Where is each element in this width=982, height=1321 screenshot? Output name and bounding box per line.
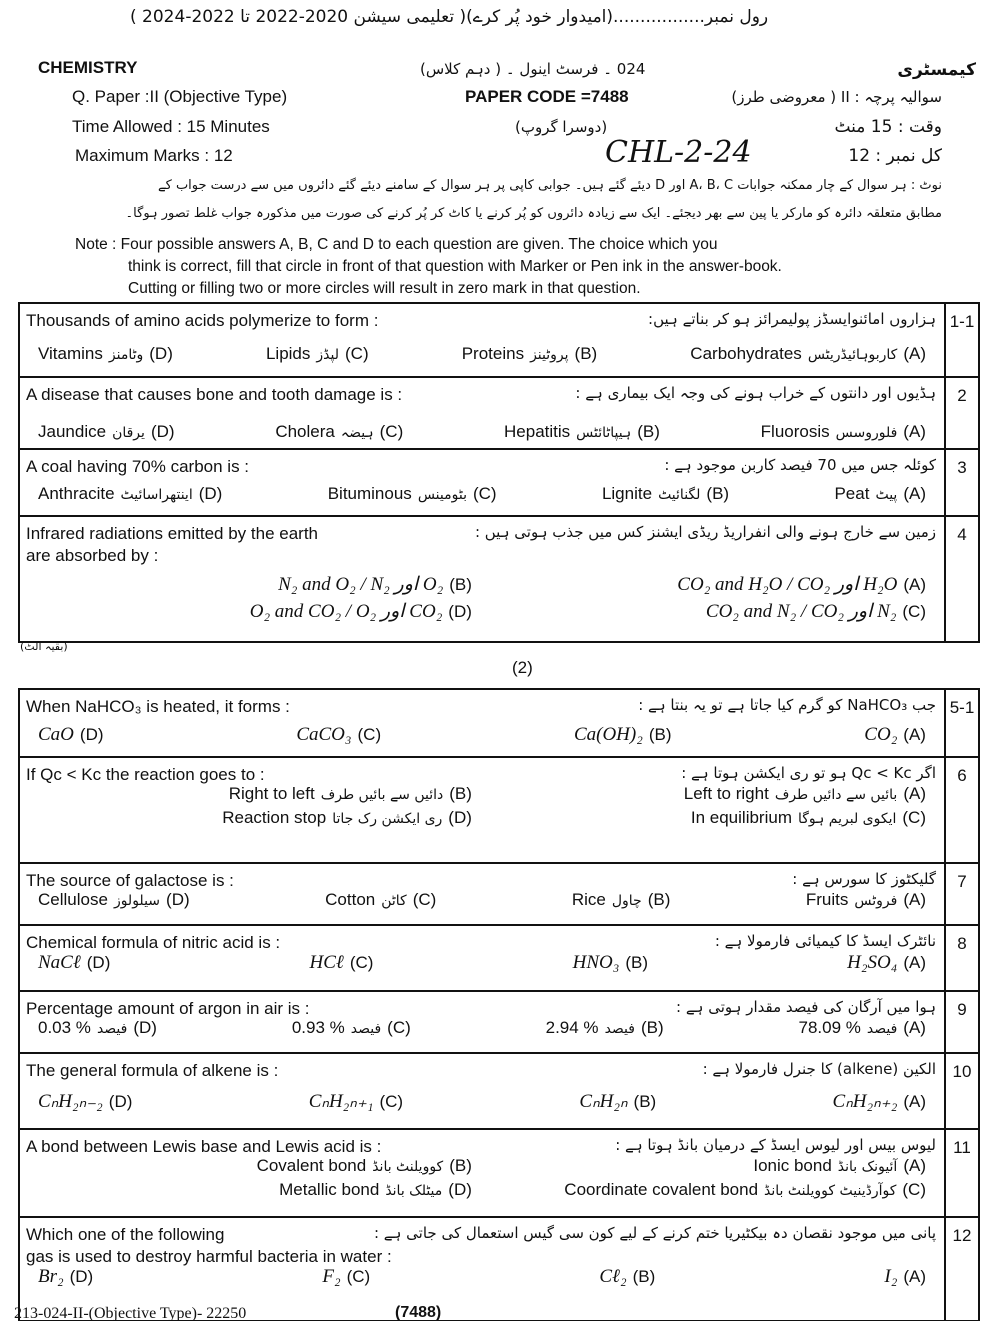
option-letter: (D) — [166, 890, 190, 909]
option-letter: (B) — [647, 890, 671, 909]
question-number: 11 — [944, 1130, 978, 1216]
turn-over-note: (بقیہ الٹ) — [20, 640, 68, 653]
option-d[interactable] — [30, 1090, 140, 1113]
option-a[interactable] — [791, 1018, 934, 1038]
options — [30, 422, 934, 442]
option-letter: (A) — [903, 725, 926, 744]
option-text-ur: کاٹن — [381, 893, 407, 909]
option-text: HNO₃ — [572, 952, 620, 973]
question-en: Which one of the following gas is used to destroy harmful bacteria in water : — [26, 1225, 392, 1266]
option-letter: (D) — [150, 422, 175, 441]
question-ur: کوئلہ جس میں 70 فیصد کاربن موجود ہے : — [664, 456, 936, 474]
option-letter: (C) — [346, 1267, 371, 1286]
option-a[interactable] — [826, 484, 934, 504]
note-ur-2: مطابق متعلقہ دائرہ کو مارکر یا پین سے بھر دیجئے۔ ایک سے زیادہ دائروں کو پُر کرنے یا کاٹ کر پُر کرنے کی صورت میں مذکورہ جواب غلط تصور ہوگا۔ — [125, 206, 942, 221]
option-text-ur: فلوروسس — [835, 425, 898, 441]
option-text: Bituminous — [327, 484, 412, 503]
option-letter: (A) — [903, 1267, 926, 1286]
options — [30, 952, 934, 974]
question-number: 4 — [944, 517, 978, 641]
paper-ur: سوالیہ پرچہ : II ( معروضی طرز) — [731, 88, 942, 106]
question-row — [20, 450, 978, 517]
option-b[interactable] — [538, 1018, 672, 1038]
option-letter: (B) — [625, 953, 649, 972]
handwritten-code: CHL-2-24 — [605, 135, 752, 170]
option-a[interactable] — [753, 422, 934, 442]
option-a[interactable] — [876, 1266, 934, 1288]
option-c[interactable] — [314, 1266, 378, 1288]
option-letter: (A) — [903, 953, 926, 972]
note-en-3: Cutting or filling two or more circles will result in zero mark in that question. — [128, 280, 641, 297]
option-c[interactable] — [302, 952, 382, 974]
option-letter: (A) — [903, 1156, 926, 1175]
option-letter: (B) — [449, 784, 472, 803]
option-letter: (A) — [903, 784, 926, 803]
option-text: CₙH₂ₙ — [579, 1091, 628, 1112]
note-ur-1: نوٹ : ہر سوال کے چار ممکنہ جوابات A، B، C اور D دیئے گئے ہیں۔ جوابی کاپی پر ہر سوال کے سامنے دیئے گئے دائروں میں سے درست جواب کے — [158, 178, 942, 193]
option-text-ur: دائیں سے بائیں طرف — [320, 787, 444, 803]
options — [30, 573, 934, 623]
option-letter: (C) — [472, 484, 497, 503]
option-letter: (B) — [449, 1156, 472, 1175]
questions-box-2 — [18, 688, 980, 1321]
option-letter: (B) — [640, 1018, 664, 1037]
option-text-ur: کوآرڈینیٹ کوویلنٹ بانڈ — [764, 1183, 897, 1199]
option-text: O₂ and CO₂ / O₂ اور CO₂ — [249, 601, 443, 622]
question-ur: نائٹرک ایسڈ کا کیمیائی فارمولا ہے : — [714, 932, 936, 950]
option-letter: (B) — [633, 1092, 657, 1111]
option-text: In equilibrium — [690, 808, 792, 827]
option-d[interactable] — [30, 1266, 101, 1288]
option-text: Hepatitis — [504, 422, 571, 441]
question-ur: اگر Qc < Kc ہو تو ری ایکشن ہوتا ہے : — [681, 764, 936, 782]
option-text-ur: بائیں سے دائیں طرف — [774, 787, 898, 803]
option-letter: (C) — [345, 344, 369, 363]
option-letter: (D) — [86, 953, 111, 972]
option-text-ur: ایکوی لبریم ہوگا — [797, 811, 897, 827]
option-text: CO₂ and H₂O / CO₂ اور H₂O — [677, 574, 898, 595]
option-letter: (D) — [108, 1092, 133, 1111]
exam-ur: 024 ۔ فرسٹ اینول ۔ ( دہم کلاس) — [420, 60, 646, 78]
option-letter: (C) — [387, 1018, 411, 1037]
option-text-ur: میٹلک بانڈ — [385, 1183, 443, 1199]
option-text-ur: لپڈز — [316, 347, 339, 363]
option-letter: (A) — [903, 422, 926, 441]
paper-en: Q. Paper :II (Objective Type) — [72, 87, 288, 106]
option-letter: (A) — [903, 890, 926, 909]
options — [30, 1156, 934, 1200]
option-text: CO₂ — [864, 724, 898, 745]
option-d[interactable] — [30, 724, 112, 746]
option-c[interactable] — [301, 1090, 411, 1113]
option-letter: (B) — [449, 575, 472, 594]
option-b[interactable] — [564, 890, 679, 910]
question-row — [20, 690, 978, 758]
question-en: The source of galactose is : — [26, 871, 234, 890]
option-letter: (A) — [903, 575, 926, 594]
option-letter: (D) — [198, 484, 223, 503]
option-c[interactable] — [284, 1018, 419, 1038]
option-c[interactable] — [484, 1180, 934, 1200]
footer-paper: (7488) — [395, 1304, 442, 1321]
question-number: 3 — [944, 450, 978, 515]
option-letter: (B) — [632, 1267, 656, 1286]
option-text: Ionic bond — [753, 1156, 832, 1175]
time-en: Time Allowed : 15 Minutes — [72, 117, 270, 136]
option-letter: (C) — [357, 725, 382, 744]
footer-code: 213-024-II-(Objective Type)- 22250 — [14, 1305, 247, 1321]
option-d[interactable] — [30, 344, 181, 364]
options — [30, 344, 934, 364]
option-text-ur: سیلولوز — [113, 893, 161, 909]
question-row — [20, 758, 978, 864]
option-text: N₂ and O₂ / N₂ اور O₂ — [278, 574, 444, 595]
question-number: 12 — [944, 1218, 978, 1320]
option-text-ur: کاربوہائیڈریٹس — [807, 347, 898, 363]
option-text-ur: اینتھراسائیٹ — [120, 487, 193, 503]
option-text-ur: یرقان — [112, 425, 145, 441]
question-number: 9 — [944, 992, 978, 1052]
options — [30, 1266, 934, 1288]
option-letter: (B) — [574, 344, 598, 363]
options — [30, 484, 934, 504]
option-text-ur: پیٹ — [875, 487, 898, 503]
option-text: CO₂ and N₂ / CO₂ اور N₂ — [705, 601, 897, 622]
option-letter: (D) — [448, 602, 472, 621]
option-text-ur: فیصد — [350, 1021, 382, 1037]
option-text: NaCℓ — [38, 952, 81, 973]
option-text: Ca(OH)₂ — [573, 724, 643, 745]
option-text-ur: کوویلنٹ بانڈ — [372, 1159, 444, 1175]
option-text: Cholera — [275, 422, 335, 441]
option-letter: (A) — [903, 484, 926, 503]
marks-en: Maximum Marks : 12 — [75, 146, 233, 165]
option-text: H₂SO₄ — [847, 952, 898, 973]
question-ur: ہزاروں امائنوایسڈز پولیمرائز ہو کر بناتے ہیں: — [648, 310, 936, 328]
option-text: Rice — [571, 890, 606, 909]
question-en: Chemical formula of nitric acid is : — [26, 933, 281, 952]
option-text: Fruits — [805, 890, 849, 909]
option-text: Anthracite — [38, 484, 115, 503]
question-ur: الکین (alkene) کا جنرل فارمولا ہے : — [702, 1060, 936, 1078]
question-row — [20, 992, 978, 1054]
question-en: Percentage amount of argon in air is : — [26, 999, 310, 1018]
options — [30, 1018, 934, 1038]
option-d[interactable] — [30, 1180, 480, 1200]
option-c[interactable] — [267, 422, 411, 442]
option-b[interactable] — [454, 344, 606, 364]
option-d[interactable] — [30, 808, 480, 828]
option-text-ur: بٹومینس — [417, 487, 467, 503]
option-letter: (C) — [379, 422, 404, 441]
option-text: CₙH₂ₙ₊₁ — [308, 1091, 374, 1112]
option-text: Covalent bond — [256, 1156, 367, 1175]
option-letter: (C) — [412, 890, 437, 909]
session-line: رول نمبر.................(امیدوار خود پُر کرے)( تعلیمی سیشن 2020-2022 تا 2022-2024 ) — [130, 7, 769, 27]
option-a[interactable] — [682, 344, 934, 364]
note-en-2: think is correct, fill that circle in front of that question with Marker or Pen ink in the answer-book. — [128, 258, 782, 275]
options — [30, 1090, 934, 1113]
option-text: Cotton — [325, 890, 376, 909]
subject-ur: کیمسٹری — [897, 60, 976, 80]
option-letter: (C) — [379, 1092, 404, 1111]
option-c[interactable] — [317, 890, 444, 910]
option-text: Carbohydrates — [690, 344, 802, 363]
option-letter: (D) — [133, 1018, 157, 1037]
option-text: Cellulose — [38, 890, 108, 909]
option-d[interactable] — [30, 952, 118, 974]
question-row — [20, 926, 978, 992]
option-text: CₙH₂ₙ₋₂ — [38, 1091, 103, 1112]
option-text-ur: فیصد — [96, 1021, 128, 1037]
option-letter: (B) — [637, 422, 660, 441]
option-text-ur: وٹامنز — [108, 347, 144, 363]
question-ur: زمین سے خارج ہونے والی انفراریڈ ریڈی ایشنز کس میں جذب ہوتی ہیں : — [474, 523, 936, 541]
option-letter: (C) — [902, 602, 926, 621]
options — [30, 784, 934, 828]
option-d[interactable] — [30, 484, 230, 504]
question-en: If Qc < Kc the reaction goes to : — [26, 765, 265, 784]
question-row — [20, 517, 978, 641]
option-text: 2.94 % — [545, 1018, 599, 1037]
option-text: CₙH₂ₙ₊₂ — [832, 1091, 898, 1112]
option-d[interactable] — [30, 422, 183, 442]
option-b[interactable] — [566, 724, 680, 746]
option-letter: (D) — [69, 1267, 94, 1286]
option-text-ur: ہیپاٹائٹس — [576, 425, 632, 441]
option-text: Right to left — [228, 784, 315, 803]
option-text: Cℓ₂ — [599, 1266, 627, 1287]
option-text: I₂ — [884, 1266, 898, 1287]
option-b[interactable] — [30, 573, 480, 596]
option-text: F₂ — [322, 1266, 341, 1287]
option-text: Left to right — [683, 784, 769, 803]
options — [30, 890, 934, 910]
question-en: A coal having 70% carbon is : — [26, 457, 250, 476]
option-text: Br₂ — [38, 1266, 64, 1287]
option-text-ur: ہیضہ — [340, 425, 374, 441]
question-en: When NaHCO₃ is heated, it forms : — [26, 697, 290, 716]
questions-box-1 — [18, 302, 980, 643]
option-letter: (C) — [349, 953, 374, 972]
option-text: Reaction stop — [222, 808, 327, 827]
option-text: Lignite — [601, 484, 653, 503]
option-d[interactable] — [30, 600, 480, 623]
question-ur: پانی میں موجود نقصان دہ بیکٹیریا ختم کرنے کے لیے کون سی گیس استعمال کی جاتی ہے : — [373, 1224, 936, 1242]
option-text-ur: لگنائیٹ — [658, 487, 701, 503]
page-number: (2) — [512, 658, 533, 677]
option-text: 0.93 % — [291, 1018, 345, 1037]
option-text-ur: آئیونک بانڈ — [837, 1159, 898, 1175]
subject-en: CHEMISTRY — [38, 58, 138, 77]
question-row — [20, 304, 978, 378]
question-number: 2 — [944, 378, 978, 448]
question-number: 1-1 — [944, 304, 978, 376]
option-text-ur: چاول — [611, 893, 642, 909]
option-d[interactable] — [30, 1018, 165, 1038]
option-b[interactable] — [496, 422, 668, 442]
option-a[interactable] — [825, 1090, 934, 1113]
option-letter: (D) — [149, 344, 173, 363]
option-text: Proteins — [461, 344, 525, 363]
option-text: Metallic bond — [279, 1180, 380, 1199]
question-number: 5-1 — [944, 690, 978, 756]
option-c[interactable] — [258, 344, 377, 364]
option-letter: (D) — [448, 808, 472, 827]
option-a[interactable] — [856, 724, 934, 746]
option-text-ur: ری ایکشن رک جاتا — [332, 811, 443, 827]
marks-ur: کل نمبر : 12 — [848, 146, 942, 166]
option-b[interactable] — [591, 1266, 663, 1288]
option-letter: (D) — [79, 725, 104, 744]
option-letter: (A) — [903, 344, 926, 363]
question-number: 6 — [944, 758, 978, 862]
note-en-1: Note : Four possible answers A, B, C and D to each question are given. The choice which you — [75, 236, 718, 253]
option-text: Jaundice — [38, 422, 107, 441]
option-text: CaO — [38, 724, 74, 745]
option-a[interactable] — [484, 573, 934, 596]
option-text: Fluorosis — [760, 422, 830, 441]
option-text: Lipids — [265, 344, 311, 363]
option-text: 78.09 % — [798, 1018, 861, 1037]
option-text-ur: فیصد — [604, 1021, 635, 1037]
option-letter: (A) — [903, 1018, 926, 1037]
option-a[interactable] — [839, 952, 934, 974]
option-text-ur: پروٹینز — [530, 347, 569, 363]
option-text: 0.03 % — [38, 1018, 91, 1037]
question-ur: جب NaHCO₃ کو گرم کیا جاتا ہے تو یہ بنتا ہے : — [638, 696, 936, 714]
question-number: 7 — [944, 864, 978, 924]
option-letter: (B) — [706, 484, 730, 503]
question-en: Thousands of amino acids polymerize to form : — [26, 311, 379, 330]
option-text-ur: فیصد — [866, 1021, 898, 1037]
paper-code: PAPER CODE =7488 — [465, 87, 629, 106]
option-letter: (A) — [903, 1092, 926, 1111]
question-en: A disease that causes bone and tooth damage is : — [26, 385, 403, 404]
option-b[interactable] — [571, 1090, 664, 1113]
time-ur: وقت : 15 منٹ — [834, 117, 942, 137]
option-b[interactable] — [30, 784, 480, 804]
question-en: The general formula of alkene is : — [26, 1061, 279, 1080]
question-number: 10 — [944, 1054, 978, 1128]
question-ur: ہوا میں آرگان کی فیصد مقدار ہوتی ہے : — [676, 998, 936, 1016]
option-text-ur: فروٹس — [854, 893, 898, 909]
option-text: HCℓ — [309, 952, 344, 973]
option-text: Coordinate covalent bond — [564, 1180, 759, 1199]
option-c[interactable] — [288, 724, 389, 746]
option-b[interactable] — [30, 1156, 480, 1176]
option-d[interactable] — [30, 890, 198, 910]
option-letter: (C) — [902, 1180, 926, 1199]
option-a[interactable] — [798, 890, 934, 910]
option-letter: (D) — [448, 1180, 472, 1199]
question-ur: لیوس بیس اور لیوس ایسڈ کے درمیان بانڈ ہوتا ہے : — [615, 1136, 936, 1154]
question-row — [20, 1130, 978, 1218]
option-letter: (B) — [648, 725, 672, 744]
option-text: Peat — [834, 484, 870, 503]
question-number: 8 — [944, 926, 978, 990]
option-c[interactable] — [484, 600, 934, 623]
question-en: A bond between Lewis base and Lewis acid is : — [26, 1137, 382, 1156]
question-ur: گلیکٹوز کا سورس ہے : — [792, 870, 936, 888]
option-c[interactable] — [484, 808, 934, 828]
options — [30, 724, 934, 746]
question-row — [20, 378, 978, 450]
question-row — [20, 864, 978, 926]
question-en: Infrared radiations emitted by the earth are absorbed by : — [26, 524, 318, 565]
option-c[interactable] — [320, 484, 505, 504]
option-a[interactable] — [484, 784, 934, 804]
question-ur: ہڈیوں اور دانتوں کے خراب ہونے کی وجہ ایک بیماری ہے : — [575, 384, 936, 402]
option-b[interactable] — [594, 484, 737, 504]
option-text: CaCO₃ — [296, 724, 352, 745]
group-ur: (دوسرا گروپ) — [515, 118, 608, 136]
option-letter: (C) — [902, 808, 926, 827]
option-a[interactable] — [484, 1156, 934, 1176]
option-text: Vitamins — [38, 344, 103, 363]
question-row — [20, 1054, 978, 1130]
option-b[interactable] — [565, 952, 656, 974]
